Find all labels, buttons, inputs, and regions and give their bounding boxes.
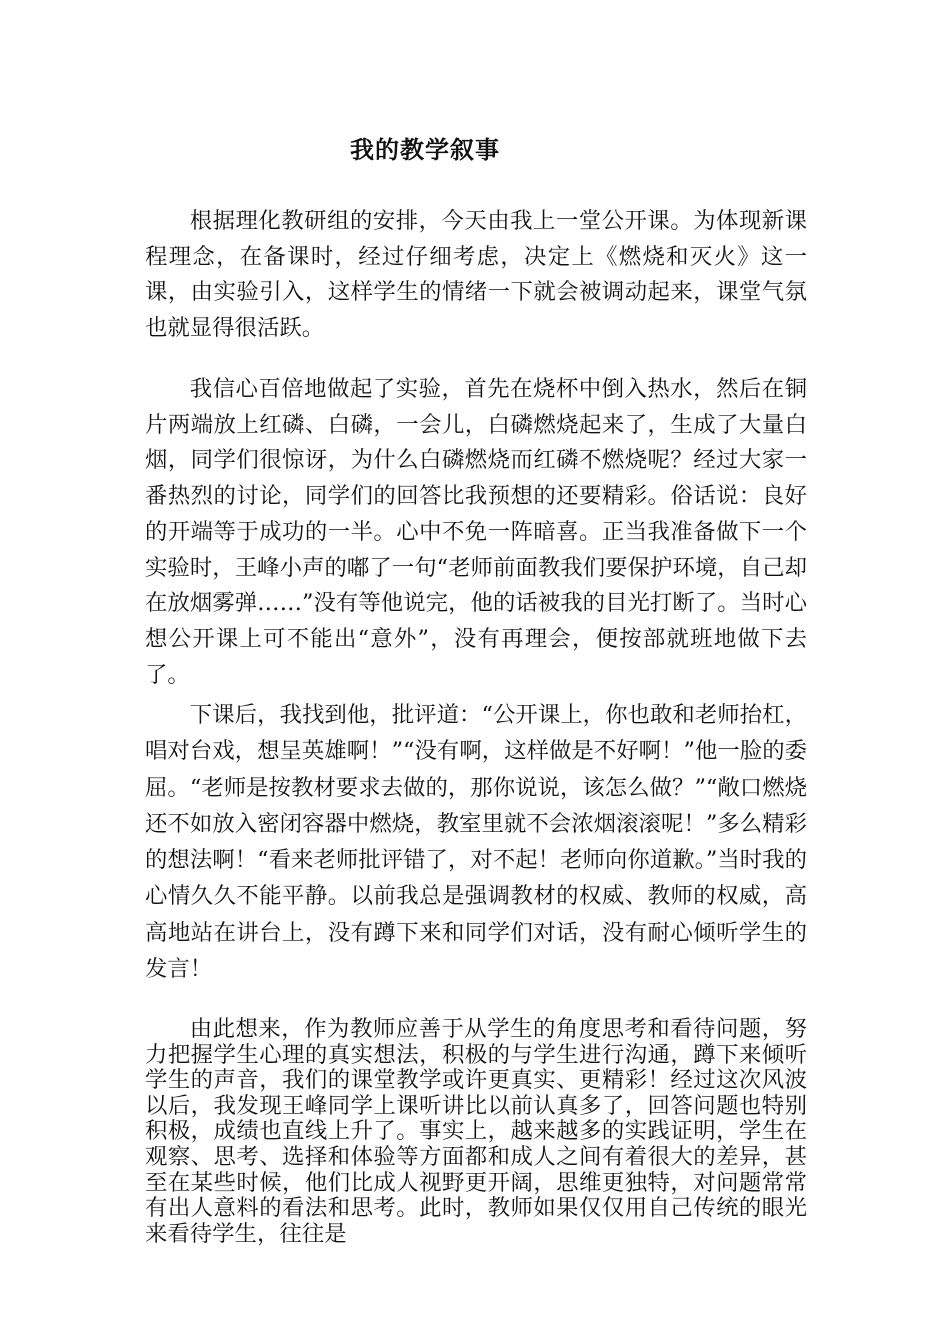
paragraph-2: 我信心百倍地做起了实验，首先在烧杯中倒入热水，然后在铜片两端放上红磷、白磷，一会儿，白磷燃烧起来了，生成了大量白烟，同学们很惊讶，为什么白磷燃烧而红磷不燃烧呢？经过大家一番热烈的讨论，同学们的回答比我预想的还要精彩。俗话说：良好的开端等于成功的一半。心中不免一阵暗喜。正当我准备做下一个实验时，王峰小声的嘟了一句“老师前面教我们要保护环境，自己却在放烟雾弹……”没有等他说完，他的话被我的目光打断了。当时心想公开课上可不能出“意外”，没有再理会，便按部就班地做下去了。 bbox=[145, 376, 807, 688]
paragraph-1: 根据理化教研组的安排，今天由我上一堂公开课。为体现新课程理念，在备课时，经过仔细考虑，决定上《燃烧和灭火》这一课，由实验引入，这样学生的情绪一下就会被调动起来，课堂气氛也就显得很活跃。 bbox=[145, 208, 807, 341]
paragraph-3: 下课后，我找到他，批评道：“公开课上，你也敢和老师抬杠，唱对台戏，想呈英雄啊！”“没有啊，这样做是不好啊！”他一脸的委屈。“老师是按教材要求去做的，那你说说，该怎么做？”“敞口燃烧还不如放入密闭容器中燃烧，教室里就不会浓烟滚滚呢！”多么精彩的想法啊！“看来老师批评错了，对不起！老师向你道歉。”当时我的心情久久不能平静。以前我总是强调教材的权威、教师的权威，高高地站在讲台上，没有蹲下来和同学们对话，没有耐心倾听学生的发言！ bbox=[145, 702, 807, 983]
document-title: 我的教学叙事 bbox=[350, 135, 500, 164]
paragraph-4: 由此想来，作为教师应善于从学生的角度思考和看待问题，努力把握学生心理的真实想法，积极的与学生进行沟通，蹲下来倾听学生的声音，我们的课堂教学或许更真实、更精彩！经过这次风波以后，我发现王峰同学上课听讲比以前认真多了，回答问题也特别积极，成绩也直线上升了。事实上，越来越多的实践证明，学生在观察、思考、选择和体验等方面都和成人之间有着很大的差异，甚至在某些时候，他们比成人视野更开阔，思维更独特，对问题常常有出人意料的看法和思考。此时，教师如果仅仅用自己传统的眼光来看待学生，往往是 bbox=[145, 1016, 807, 1247]
